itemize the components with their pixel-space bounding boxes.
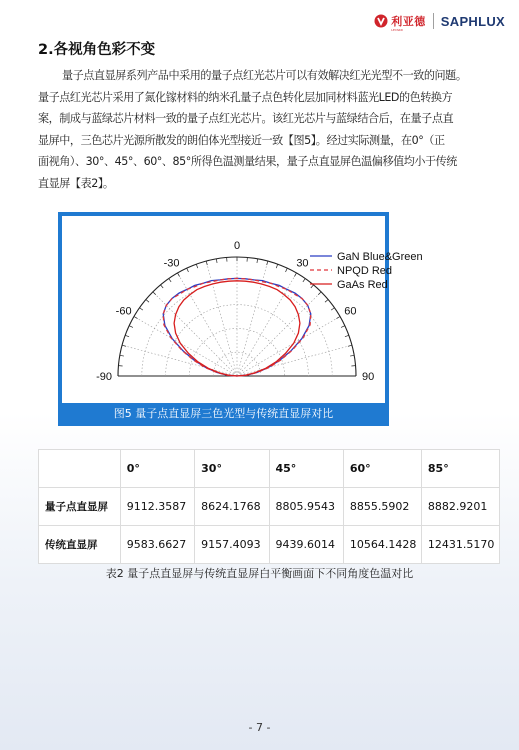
polar-grid-spoke (237, 273, 297, 376)
body-paragraph (38, 65, 494, 195)
leyard-logo (374, 10, 426, 32)
polar-grid-spoke (153, 292, 237, 376)
polar-tick-mark (325, 300, 328, 303)
table-header-cell (39, 450, 121, 488)
polar-tick-mark (178, 273, 180, 277)
figure-5 (58, 212, 423, 426)
polar-grid-spoke (237, 317, 340, 377)
table-cell: 9157.4093 (195, 526, 269, 564)
page-number: - 7 - (248, 721, 271, 734)
polar-tick-mark (206, 261, 207, 265)
angle-tick-label: -30 (163, 257, 180, 270)
table-cell: 9583.6627 (120, 526, 194, 564)
polar-tick-mark (161, 285, 164, 288)
angle-tick-label: 0 (233, 240, 241, 253)
polar-tick-mark (276, 264, 277, 268)
table-cell: 10564.1428 (343, 526, 421, 564)
table-row-label: 传统直显屏 (39, 526, 121, 564)
table-cell: 8624.1768 (195, 488, 269, 526)
table-caption: 表2 量子点直显屏与传统直显屏白平衡画面下不同角度色温对比 (105, 567, 414, 580)
angle-tick-label: -90 (96, 371, 112, 383)
polar-tick-mark (336, 317, 340, 319)
polar-tick-mark (187, 268, 189, 272)
table-cell: 9112.3587 (120, 488, 194, 526)
polar-tick-mark (341, 326, 345, 328)
polar-tick-mark (257, 259, 258, 263)
polar-grid-spoke (237, 345, 352, 376)
paragraph-line: 案，制成与蓝绿芯片材料一致的量子点红光芯片。该红光芯片与蓝绿结合后，在量子点直 (38, 112, 454, 126)
polar-grid-spoke (237, 292, 321, 376)
polar-grid-spoke (122, 345, 237, 376)
table-row (39, 526, 500, 564)
figure-caption: 图5 量子点直显屏三色光型与传统直显屏对比 (113, 407, 334, 420)
paragraph-line: 面视角）、30°、45°、60°、85°所得色温测量结果，量子点直显屏色温偏移值均小于传统 (38, 155, 457, 169)
angle-tick-label: 60 (344, 305, 357, 318)
table-cell: 8855.5902 (343, 488, 421, 526)
section-title: 2.各视角色彩不变 (38, 42, 156, 58)
polar-tick-mark (122, 345, 126, 346)
polar-tick-mark (129, 326, 133, 328)
polar-tick-mark (125, 335, 129, 336)
polar-tick-mark (120, 355, 124, 356)
polar-chart (62, 216, 423, 403)
paragraph-line: 直显屏【表2】。 (38, 176, 114, 190)
legend-label: NPQD Red (337, 265, 393, 277)
saphlux-logo: SAPHLUX (440, 13, 505, 29)
paragraph-line: 显屏中，三色芯片光源所散发的朗伯体光型接近一致【图5】。经过实际测量，在0°（正 (38, 133, 445, 147)
color-temperature-table (38, 449, 500, 564)
legend-label: GaAs Red (337, 279, 388, 291)
polar-tick-mark (311, 285, 314, 288)
table-header-cell: 85° (421, 450, 499, 488)
polar-tick-mark (331, 308, 334, 310)
polar-tick-mark (216, 259, 217, 263)
polar-tick-mark (169, 279, 171, 282)
leyard-en-name: LEYARD (391, 28, 403, 32)
polar-tick-mark (303, 279, 305, 282)
polar-grid-spoke (178, 273, 238, 376)
table-header-cell: 45° (269, 450, 343, 488)
logo-divider (433, 13, 434, 29)
legend-label: GaN Blue&Green (337, 251, 423, 263)
table-cell: 8882.9201 (421, 488, 499, 526)
polar-chart-area (62, 216, 423, 403)
polar-tick-mark (348, 345, 352, 346)
data-table (38, 449, 500, 564)
polar-tick-mark (286, 268, 288, 272)
angle-tick-label: 90 (362, 371, 375, 383)
polar-tick-mark (345, 335, 349, 336)
table-row-label: 量子点直显屏 (39, 488, 121, 526)
table-cell: 8805.9543 (269, 488, 343, 526)
paragraph-line: 量子点红光芯片采用了氮化镓材料的纳米孔量子点色转化层加同材料蓝光LED的色转换方 (38, 90, 453, 104)
polar-tick-mark (196, 264, 197, 268)
polar-tick-mark (134, 317, 138, 319)
angle-tick-label: -60 (115, 305, 132, 318)
polar-tick-mark (318, 292, 321, 295)
table-header-cell: 30° (195, 450, 269, 488)
polar-tick-mark (267, 261, 268, 265)
leyard-mark-icon (374, 14, 388, 28)
angle-tick-label: 30 (296, 257, 309, 270)
table-header-cell: 0° (120, 450, 194, 488)
leyard-cn-name: 利亚德 (391, 15, 426, 28)
polar-grid-spoke (134, 317, 237, 377)
table-row (39, 488, 500, 526)
table-cell: 9439.6014 (269, 526, 343, 564)
header-logos (374, 12, 505, 30)
table-cell: 12431.5170 (421, 526, 499, 564)
paragraph-line: 量子点直显屏系列产品中采用的量子点红光芯片可以有效解决红光光型不一致的问题。 (62, 69, 467, 82)
polar-tick-mark (153, 292, 156, 295)
polar-tick-mark (294, 273, 296, 277)
polar-tick-mark (146, 300, 149, 303)
table-header-row (39, 450, 500, 488)
polar-tick-mark (140, 308, 143, 310)
table-header-cell: 60° (343, 450, 421, 488)
polar-tick-mark (350, 355, 354, 356)
